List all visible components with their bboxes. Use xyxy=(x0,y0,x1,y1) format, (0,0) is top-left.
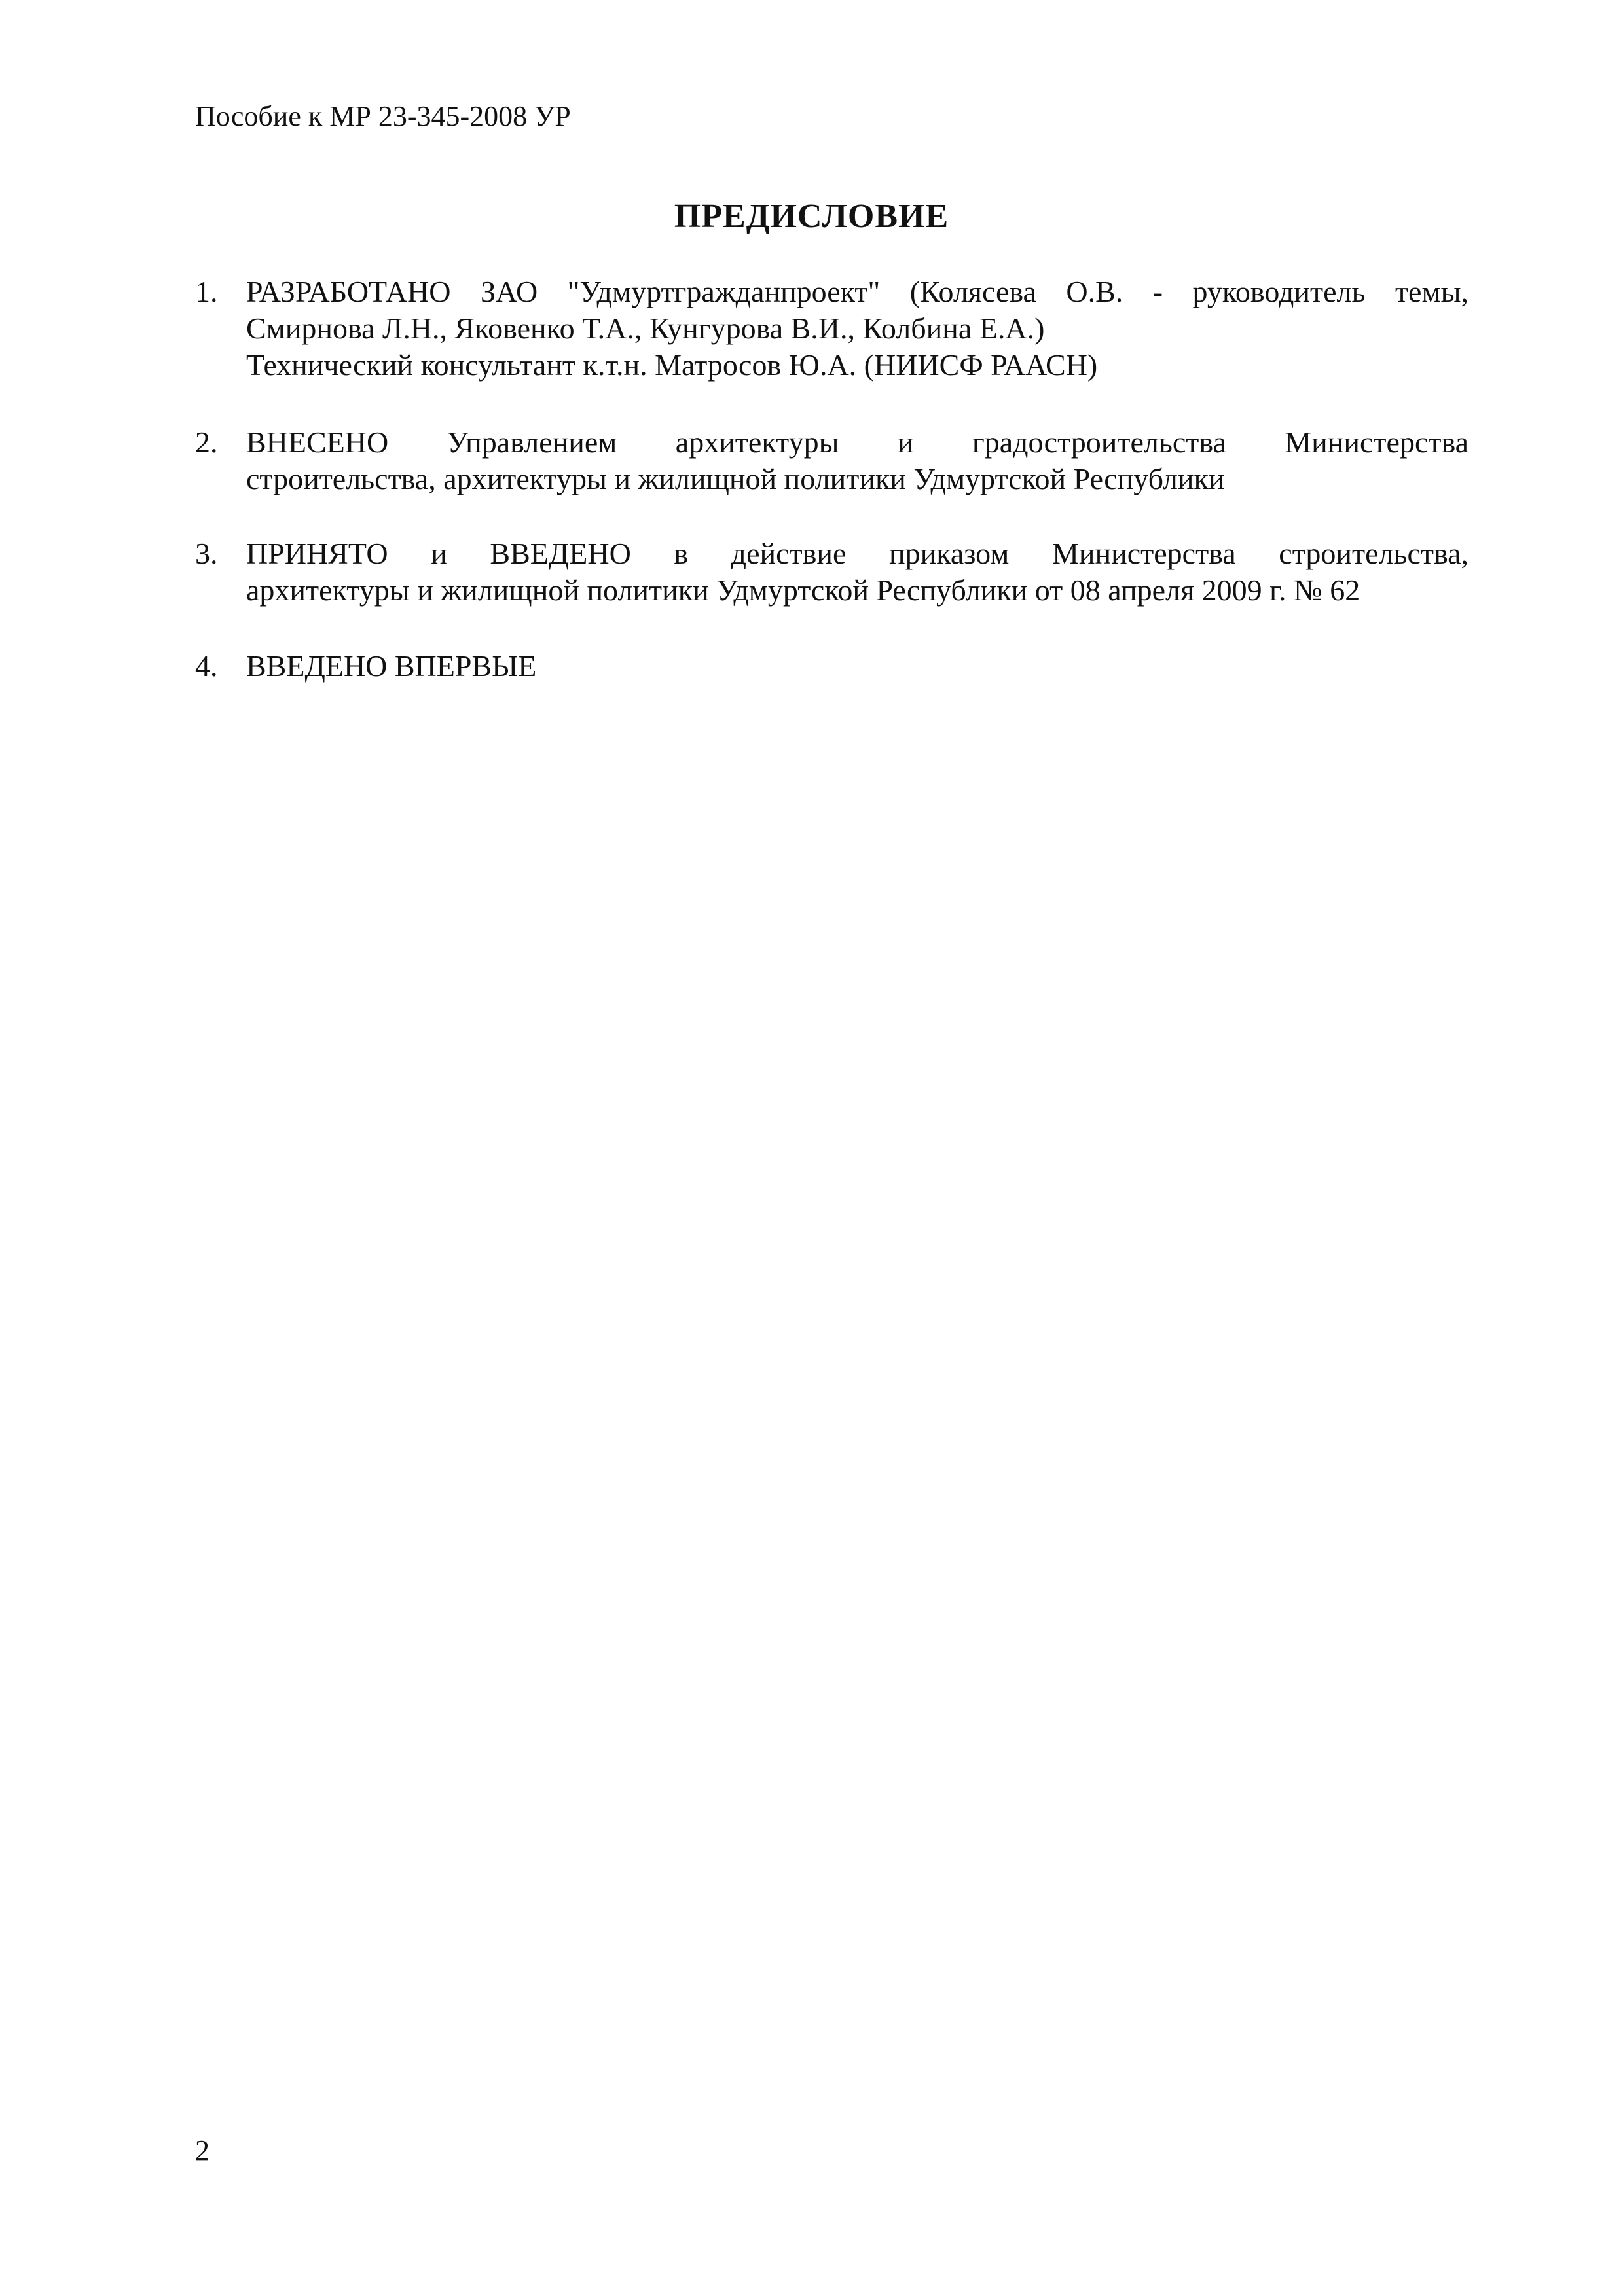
list-item-line: ВВЕДЕНО ВПЕРВЫЕ xyxy=(246,649,537,683)
list-item-line: архитектуры и жилищной политики Удмуртской Республики от 08 апреля 2009 г. № 62 xyxy=(246,573,1360,607)
document-reference: Пособие к МР 23-345-2008 УР xyxy=(195,100,571,132)
list-item-line: ПРИНЯТО и ВВЕДЕНО в действие приказом Министерства строительства, xyxy=(246,537,1468,570)
list-item-number: 3. xyxy=(195,537,218,570)
list-item-number: 4. xyxy=(195,649,218,683)
list-item-4 xyxy=(195,648,1468,685)
list-item-number: 1. xyxy=(195,275,218,308)
page-title: ПРЕДИСЛОВИЕ xyxy=(674,198,949,235)
list-item-1 xyxy=(195,274,1468,384)
list-item-number: 2. xyxy=(195,425,218,459)
list-item-body xyxy=(246,274,1468,384)
list-item-body xyxy=(246,424,1468,497)
page-number: 2 xyxy=(195,2134,210,2166)
list-item-body xyxy=(246,648,1468,685)
list-item-body xyxy=(246,535,1468,609)
list-item-2 xyxy=(195,424,1468,497)
list-item-line: ВНЕСЕНО Управлением архитектуры и градостроительства Министерства xyxy=(246,425,1468,459)
list-item-line: строительства, архитектуры и жилищной политики Удмуртской Республики xyxy=(246,462,1225,495)
list-item-line: Смирнова Л.Н., Яковенко Т.А., Кунгурова В.И., Колбина Е.А.) xyxy=(246,312,1045,345)
list-item-line: РАЗРАБОТАНО ЗАО "Удмуртгражданпроект" (Колясева О.В. - руководитель темы, xyxy=(246,275,1468,308)
list-item-3 xyxy=(195,535,1468,609)
list-item-line: Технический консультант к.т.н. Матросов Ю.А. (НИИСФ РААСН) xyxy=(246,348,1098,382)
